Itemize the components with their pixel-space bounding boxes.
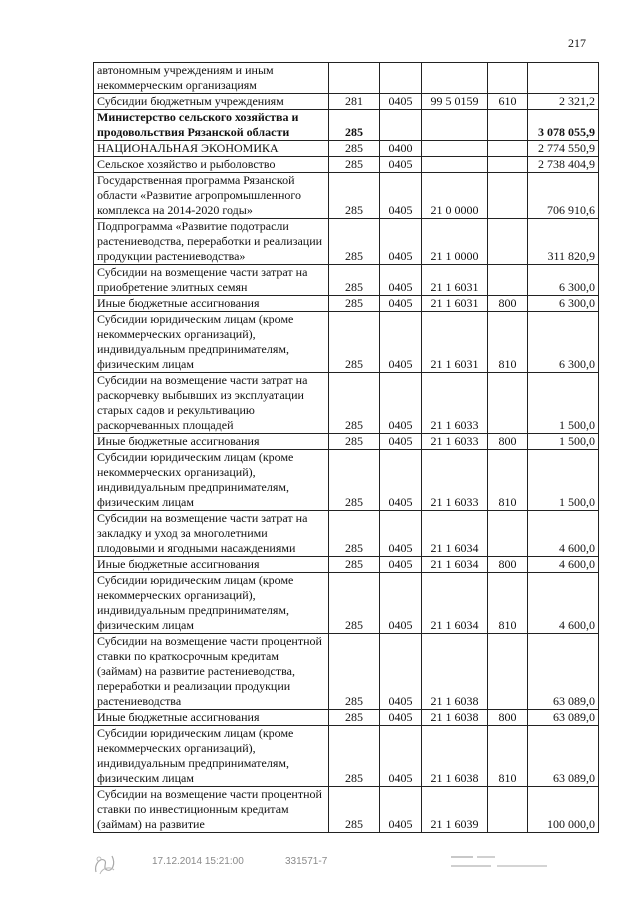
ministry-code: 285: [329, 296, 380, 312]
ministry-code: 285: [329, 373, 380, 434]
budget-table-body: [94, 63, 599, 833]
table-row: [94, 511, 599, 557]
row-name: Иные бюджетные ассигнования: [94, 296, 329, 312]
row-name: Субсидии на возмещение части процентной ставки по инвестиционным кредитам (займам) на развитие: [94, 787, 329, 833]
table-row: [94, 312, 599, 373]
ministry-code: 285: [329, 434, 380, 450]
row-name: НАЦИОНАЛЬНАЯ ЭКОНОМИКА: [94, 141, 329, 157]
table-row: [94, 63, 599, 94]
expense-code: 800: [488, 710, 528, 726]
row-name: Субсидии на возмещение части затрат на раскорчевку выбывших из эксплуатации старых садов и рекультивацию раскорчеванных площадей: [94, 373, 329, 434]
row-name: Субсидии юридическим лицам (кроме некоммерческих организаций), индивидуальным предпринимателям, физическим лицам: [94, 450, 329, 511]
section-code: 0405: [380, 265, 422, 296]
amount: 2 321,2: [528, 94, 599, 110]
amount: 6 300,0: [528, 265, 599, 296]
target-code: [422, 141, 488, 157]
expense-code: 810: [488, 312, 528, 373]
expense-code: 800: [488, 296, 528, 312]
footer-document-code: 331571-7: [285, 856, 328, 867]
row-name: Субсидии юридическим лицам (кроме некоммерческих организаций), индивидуальным предпринимателям, физическим лицам: [94, 312, 329, 373]
table-row: [94, 450, 599, 511]
amount: 706 910,6: [528, 173, 599, 219]
section-code: 0405: [380, 312, 422, 373]
amount: [528, 63, 599, 94]
ministry-code: 285: [329, 265, 380, 296]
table-row: [94, 157, 599, 173]
amount: 1 500,0: [528, 434, 599, 450]
ministry-code: 281: [329, 94, 380, 110]
table-row: [94, 373, 599, 434]
page-number: 217: [568, 36, 586, 50]
target-code: 21 1 6033: [422, 450, 488, 511]
table-row: [94, 296, 599, 312]
section-code: 0405: [380, 450, 422, 511]
target-code: 21 1 6039: [422, 787, 488, 833]
row-name: Сельское хозяйство и рыболовство: [94, 157, 329, 173]
ministry-code: 285: [329, 787, 380, 833]
expense-code: [488, 157, 528, 173]
section-code: 0405: [380, 557, 422, 573]
target-code: 21 1 6034: [422, 557, 488, 573]
row-name: Субсидии на возмещение части затрат на приобретение элитных семян: [94, 265, 329, 296]
amount: 63 089,0: [528, 710, 599, 726]
budget-table: [93, 62, 599, 833]
section-code: 0405: [380, 511, 422, 557]
target-code: 21 1 6034: [422, 573, 488, 634]
ministry-code: 285: [329, 726, 380, 787]
row-name: Подпрограмма «Развитие подотрасли растениеводства, переработки и реализации продукции растениеводства»: [94, 219, 329, 265]
amount: 2 738 404,9: [528, 157, 599, 173]
ministry-code: 285: [329, 110, 380, 141]
amount: 1 500,0: [528, 373, 599, 434]
section-code: [380, 63, 422, 94]
ministry-code: 285: [329, 141, 380, 157]
amount: 311 820,9: [528, 219, 599, 265]
row-name: Иные бюджетные ассигнования: [94, 557, 329, 573]
section-code: 0405: [380, 373, 422, 434]
row-name: Субсидии юридическим лицам (кроме некоммерческих организаций), индивидуальным предпринимателям, физическим лицам: [94, 726, 329, 787]
section-code: 0405: [380, 726, 422, 787]
table-row: [94, 265, 599, 296]
table-row: [94, 634, 599, 710]
amount: 6 300,0: [528, 296, 599, 312]
ministry-code: 285: [329, 450, 380, 511]
ministry-code: 285: [329, 710, 380, 726]
expense-code: [488, 141, 528, 157]
expense-code: 810: [488, 726, 528, 787]
section-code: 0400: [380, 141, 422, 157]
row-name: Субсидии на возмещение части затрат на закладку и уход за многолетними плодовыми и ягодными насаждениями: [94, 511, 329, 557]
section-code: 0405: [380, 710, 422, 726]
target-code: 21 1 6031: [422, 265, 488, 296]
row-name: Министерство сельского хозяйства и продовольствия Рязанской области: [94, 110, 329, 141]
target-code: 99 5 0159: [422, 94, 488, 110]
amount: 4 600,0: [528, 557, 599, 573]
target-code: 21 1 6038: [422, 726, 488, 787]
table-row: [94, 557, 599, 573]
table-row: [94, 141, 599, 157]
table-row: [94, 787, 599, 833]
ministry-code: 285: [329, 173, 380, 219]
expense-code: [488, 787, 528, 833]
amount: 6 300,0: [528, 312, 599, 373]
expense-code: [488, 219, 528, 265]
expense-code: 810: [488, 573, 528, 634]
section-code: 0405: [380, 634, 422, 710]
section-code: [380, 110, 422, 141]
expense-code: [488, 63, 528, 94]
row-name: Субсидии бюджетным учреждениям: [94, 94, 329, 110]
expense-code: [488, 511, 528, 557]
ministry-code: 285: [329, 219, 380, 265]
target-code: 21 1 6033: [422, 373, 488, 434]
amount: 63 089,0: [528, 726, 599, 787]
ministry-code: 285: [329, 557, 380, 573]
section-code: 0405: [380, 434, 422, 450]
row-name: Иные бюджетные ассигнования: [94, 434, 329, 450]
amount: 100 000,0: [528, 787, 599, 833]
target-code: 21 1 0000: [422, 219, 488, 265]
target-code: 21 1 6038: [422, 710, 488, 726]
section-code: 0405: [380, 94, 422, 110]
section-code: 0405: [380, 296, 422, 312]
amount: 4 600,0: [528, 573, 599, 634]
row-name: автономным учреждениям и иным некоммерческим организациям: [94, 63, 329, 94]
target-code: 21 1 6031: [422, 312, 488, 373]
expense-code: [488, 110, 528, 141]
footer-timestamp: 17.12.2014 15:21:00: [152, 856, 244, 867]
expense-code: [488, 265, 528, 296]
ministry-code: 285: [329, 157, 380, 173]
ministry-code: 285: [329, 573, 380, 634]
target-code: [422, 157, 488, 173]
row-name: Субсидии юридическим лицам (кроме некоммерческих организаций), индивидуальным предпринимателям, физическим лицам: [94, 573, 329, 634]
table-row: [94, 219, 599, 265]
expense-code: [488, 173, 528, 219]
amount: 4 600,0: [528, 511, 599, 557]
amount: 2 774 550,9: [528, 141, 599, 157]
table-row: [94, 173, 599, 219]
table-row: [94, 726, 599, 787]
expense-code: 610: [488, 94, 528, 110]
section-code: 0405: [380, 157, 422, 173]
ministry-code: 285: [329, 634, 380, 710]
amount: 1 500,0: [528, 450, 599, 511]
row-name: Субсидии на возмещение части процентной ставки по краткосрочным кредитам (займам) на развитие растениеводства, переработки и реализации продукции растениеводства: [94, 634, 329, 710]
table-row: [94, 110, 599, 141]
ministry-code: [329, 63, 380, 94]
table-row: [94, 94, 599, 110]
section-code: 0405: [380, 573, 422, 634]
target-code: 21 0 0000: [422, 173, 488, 219]
faint-stamp-icon: [447, 852, 557, 874]
table-row: [94, 573, 599, 634]
target-code: 21 1 6033: [422, 434, 488, 450]
ministry-code: 285: [329, 312, 380, 373]
expense-code: 800: [488, 434, 528, 450]
target-code: 21 1 6034: [422, 511, 488, 557]
section-code: 0405: [380, 787, 422, 833]
expense-code: [488, 373, 528, 434]
amount: 3 078 055,9: [528, 110, 599, 141]
target-code: [422, 63, 488, 94]
ministry-code: 285: [329, 511, 380, 557]
amount: 63 089,0: [528, 634, 599, 710]
table-row: [94, 434, 599, 450]
target-code: [422, 110, 488, 141]
expense-code: [488, 634, 528, 710]
expense-code: 810: [488, 450, 528, 511]
target-code: 21 1 6031: [422, 296, 488, 312]
section-code: 0405: [380, 219, 422, 265]
section-code: 0405: [380, 173, 422, 219]
target-code: 21 1 6038: [422, 634, 488, 710]
row-name: Иные бюджетные ассигнования: [94, 710, 329, 726]
table-row: [94, 710, 599, 726]
expense-code: 800: [488, 557, 528, 573]
scanner-logo-icon: [90, 850, 124, 876]
row-name: Государственная программа Рязанской области «Развитие агропромышленного комплекса на 2014-2020 годы»: [94, 173, 329, 219]
